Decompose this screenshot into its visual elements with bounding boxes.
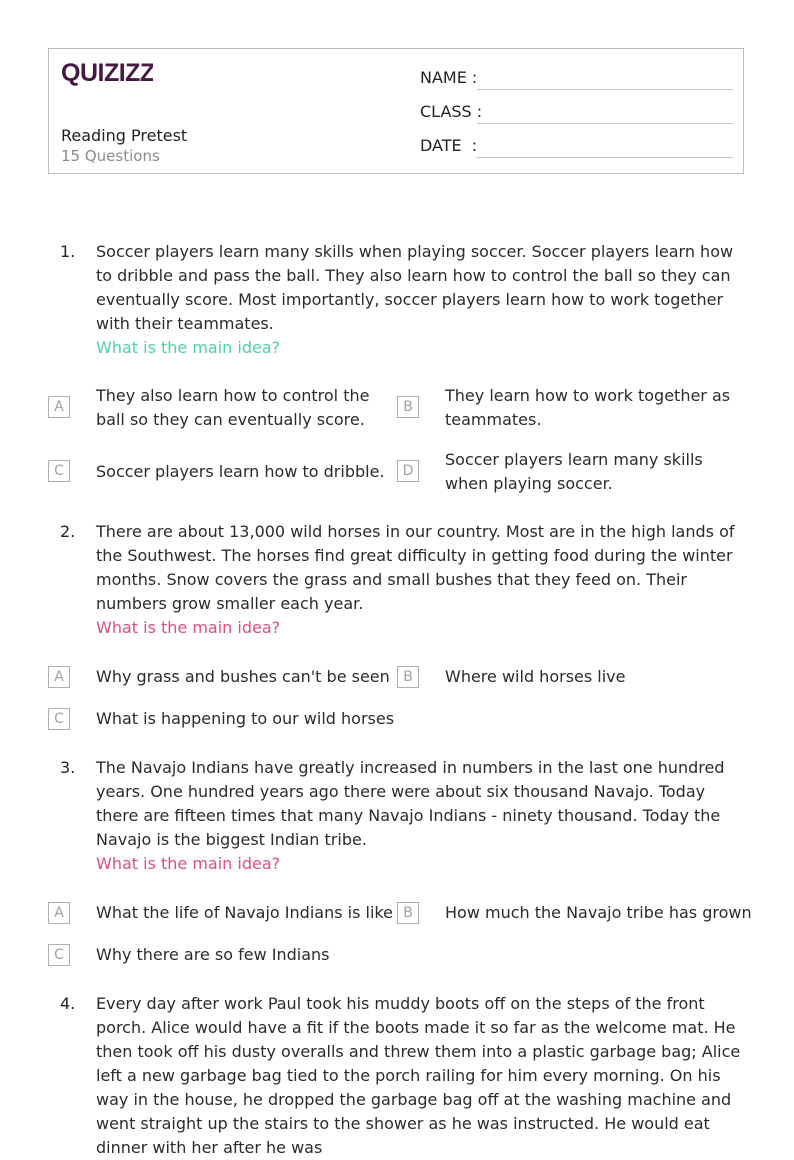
- option-text: Soccer players learn many skills when playing soccer.: [445, 450, 703, 493]
- question-prompt: What is the main idea?: [96, 854, 281, 873]
- question-text: [96, 240, 746, 360]
- option-text: They also learn how to control the ball so they can eventually score.: [96, 386, 370, 429]
- worksheet-header: [48, 48, 744, 174]
- option-letter-box: B: [397, 902, 419, 924]
- option-text: Why there are so few Indians: [96, 945, 330, 964]
- question-number: 3.: [60, 758, 76, 777]
- question-body: Soccer players learn many skills when playing soccer. Soccer players learn how to dribble and pass the ball. They also learn how to control the ball so they can eventually score. Most importantly, soccer players learn how to work together with their teammates.: [96, 242, 734, 333]
- question-number: 4.: [60, 994, 76, 1013]
- option-letter-box: A: [48, 396, 70, 418]
- date-line: [477, 157, 733, 158]
- option-text: What is happening to our wild horses: [96, 709, 395, 728]
- question-number: 2.: [60, 522, 76, 541]
- option-letter-box: C: [48, 944, 70, 966]
- svg-text:QUIZIZZ: QUIZIZZ: [61, 59, 153, 87]
- question-body: Every day after work Paul took his muddy boots off on the steps of the front porch. Alice would have a fit if the boots made it so far as the welcome mat. He then took off his dusty overalls and threw them into a plastic garbage bag; Alice left a new garbage bag tied to the porch railing for him every morning. On his way in the house, he dropped the garbage bag off at the washing machine and went straight up the stairs to the shower as he was instructed. He would eat dinner with her after he was: [96, 994, 741, 1157]
- option-text: How much the Navajo tribe has grown: [445, 903, 752, 922]
- name-line: [477, 89, 733, 90]
- name-label: NAME :: [420, 68, 478, 87]
- option-text: What the life of Navajo Indians is like: [96, 903, 393, 922]
- quizizz-logo-mark: [61, 59, 153, 89]
- class-line: [477, 123, 733, 124]
- option-text: Where wild horses live: [445, 667, 626, 686]
- question-text: [96, 520, 746, 640]
- option-letter-box: D: [397, 460, 419, 482]
- question-body: There are about 13,000 wild horses in our country. Most are in the high lands of the Southwest. The horses find great difficulty in getting food during the winter months. Snow covers the grass and small bushes that they feed on. Their numbers grow smaller each year.: [96, 522, 735, 613]
- class-label: CLASS :: [420, 102, 483, 121]
- question-prompt: What is the main idea?: [96, 338, 281, 357]
- option-text: Why grass and bushes can't be seen: [96, 667, 390, 686]
- date-label: DATE :: [420, 136, 478, 155]
- option-letter-box: B: [397, 396, 419, 418]
- question-count: 15 Questions: [61, 147, 160, 165]
- option-letter-box: C: [48, 708, 70, 730]
- option-letter-box: A: [48, 666, 70, 688]
- question-text: [96, 756, 746, 876]
- question-body: The Navajo Indians have greatly increased in numbers in the last one hundred years. One hundred years ago there were about six thousand Navajo. Today there are fifteen times that many Navajo Indians - ninety thousand. Today the Navajo is the biggest Indian tribe.: [96, 758, 725, 849]
- question-prompt: What is the main idea?: [96, 618, 281, 637]
- worksheet-title: Reading Pretest: [61, 126, 188, 145]
- option-letter-box: B: [397, 666, 419, 688]
- quizizz-logo: [61, 59, 153, 93]
- option-text: They learn how to work together as teammates.: [445, 386, 731, 429]
- question-number: 1.: [60, 242, 76, 261]
- option-letter-box: A: [48, 902, 70, 924]
- option-text: Soccer players learn how to dribble.: [96, 462, 385, 481]
- question-text: [96, 992, 746, 1160]
- option-letter-box: C: [48, 460, 70, 482]
